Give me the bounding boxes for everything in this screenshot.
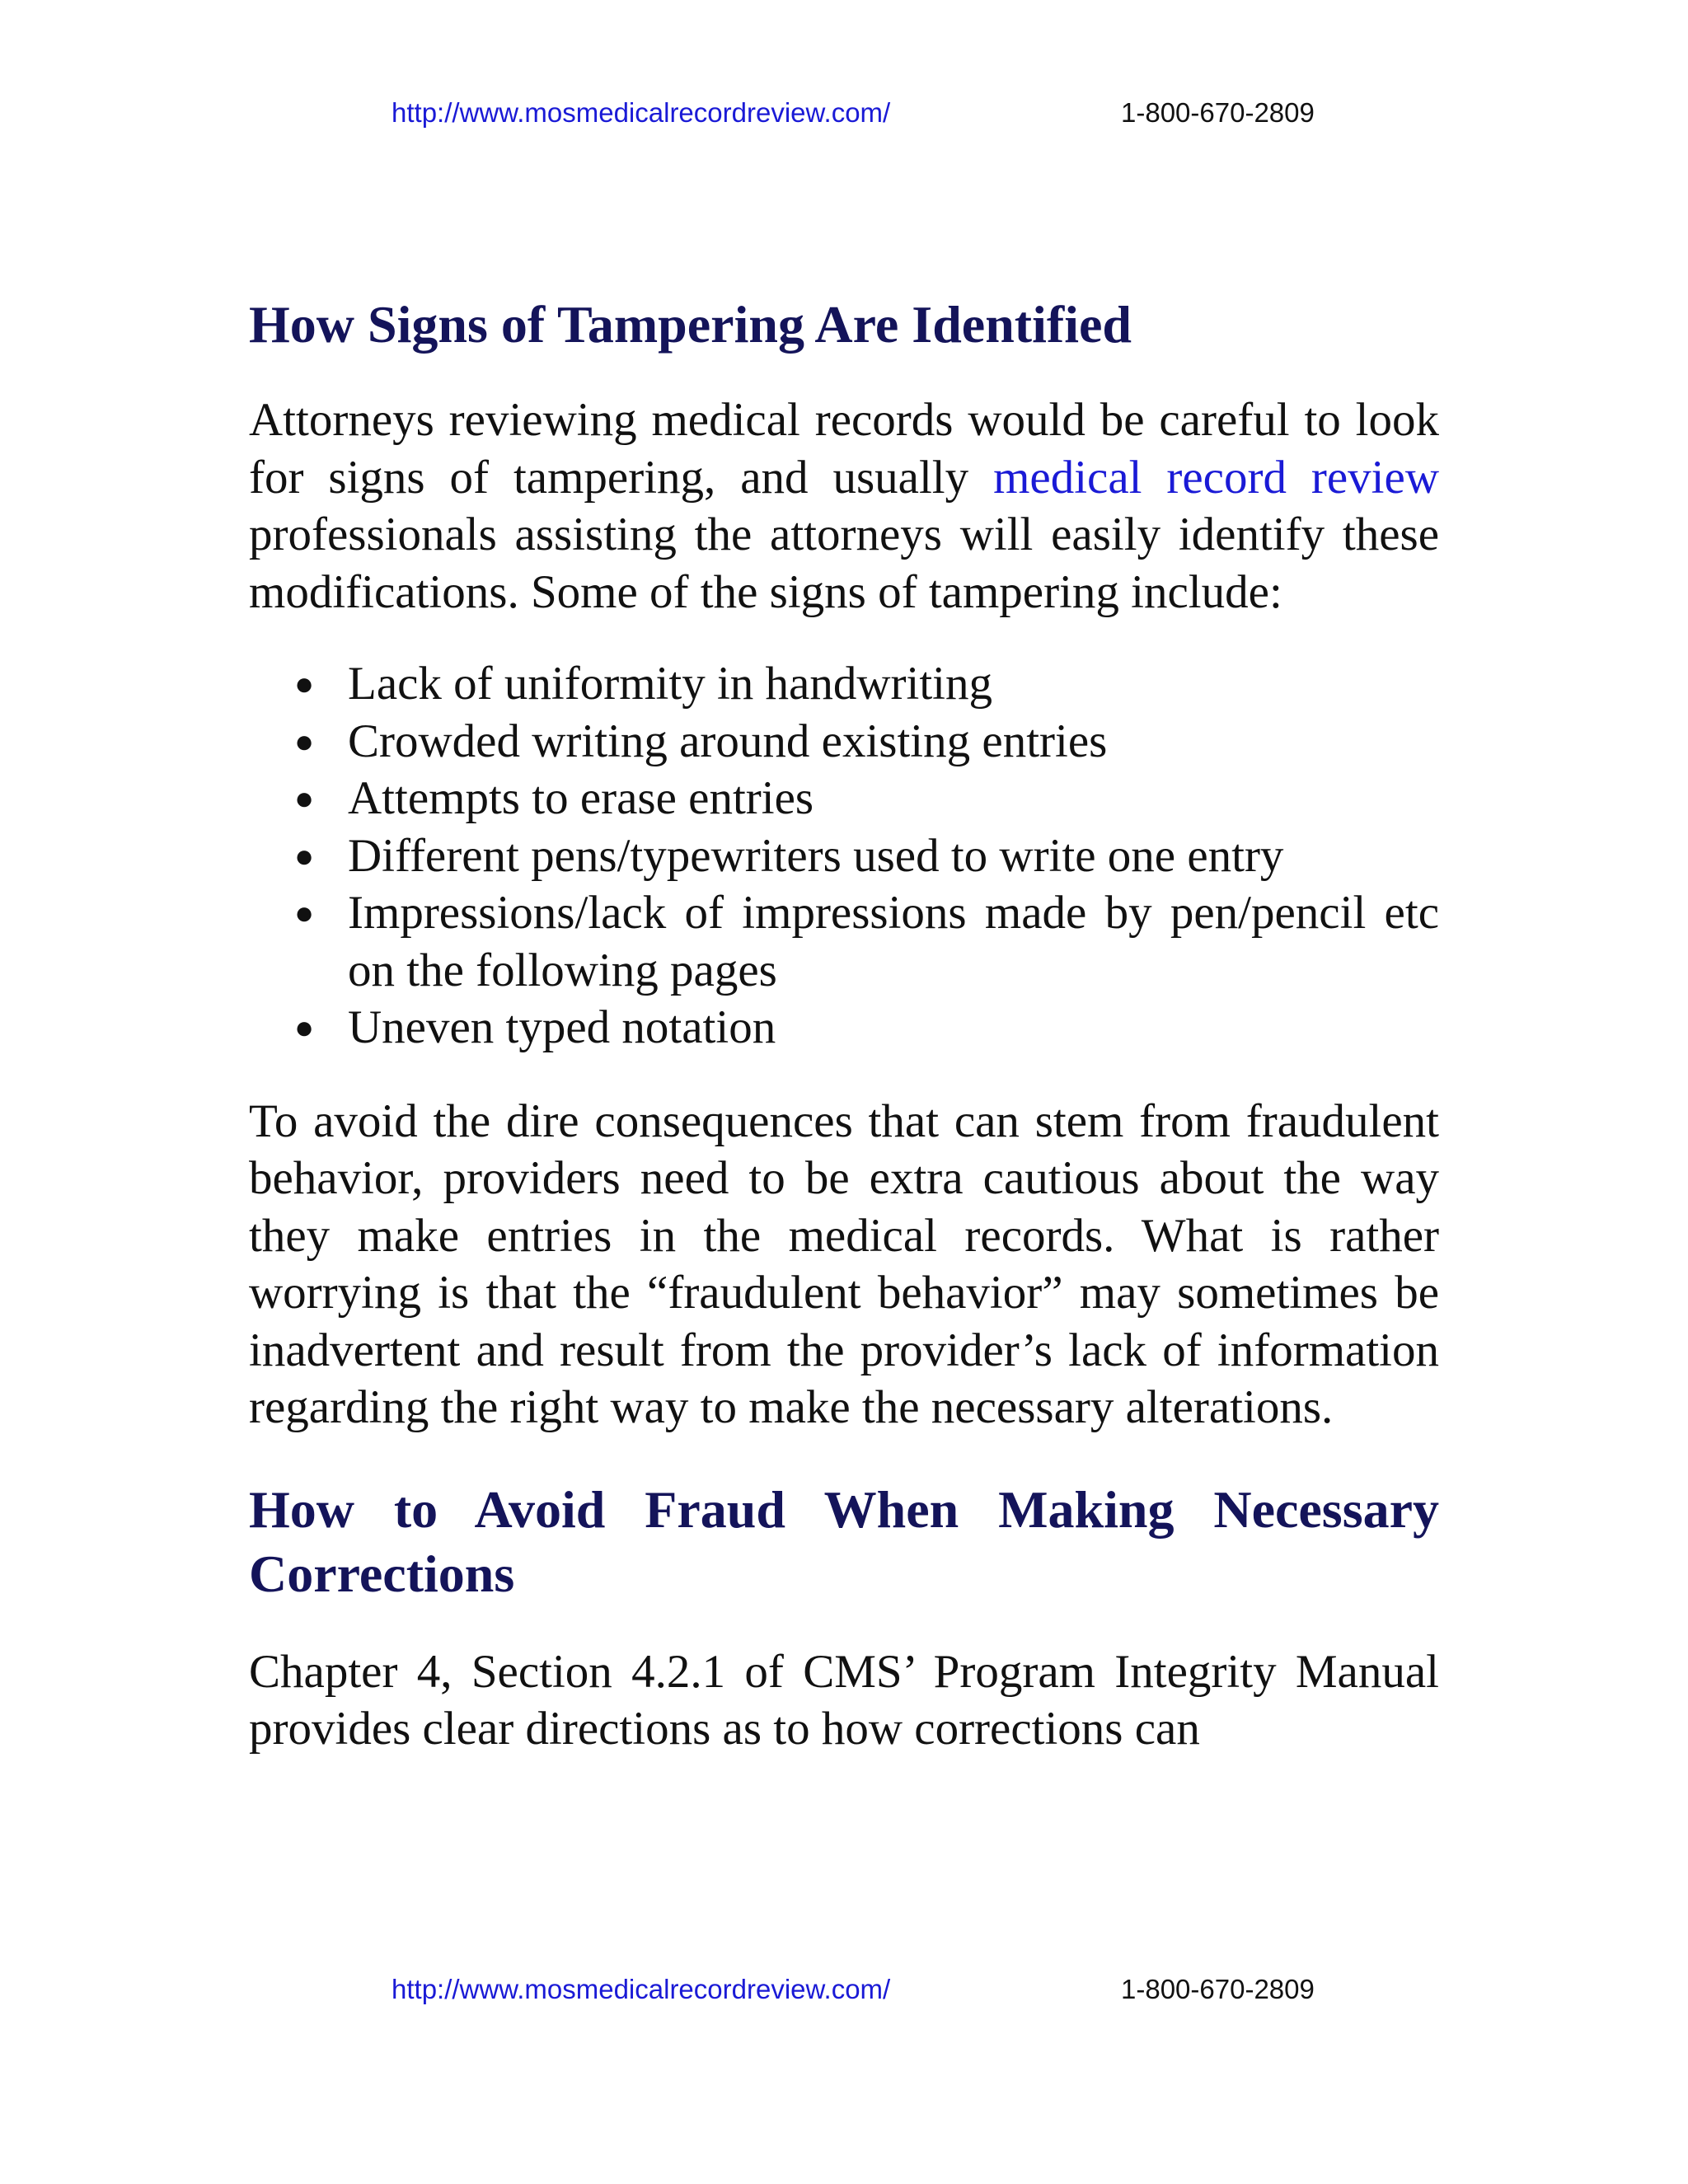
intro-text-start: Attorneys reviewing medical records would be careful to look for signs of tampering, and usually [249, 394, 1439, 504]
tampering-signs-list [249, 655, 1439, 1057]
header-phone-number: 1-800-670-2809 [1121, 97, 1315, 128]
footer-phone-number: 1-800-670-2809 [1121, 1974, 1315, 2004]
header-website-link[interactable]: http://www.mosmedicalrecordreview.com/ [392, 97, 891, 128]
list-item [249, 999, 1439, 1057]
bullet-icon: ● [294, 722, 315, 760]
list-item [249, 827, 1439, 885]
bullet-icon: ● [294, 894, 315, 931]
list-item-text: Lack of uniformity in handwriting [348, 658, 992, 710]
consequences-paragraph: To avoid the dire consequences that can stem from fraudulent behavior, providers need to be extra cautious about the way they make entries in the medical records. What is rather worrying is that the “fraudulent behavior” may sometimes be inadvertent and result from the provider’s lack of information regarding the right way to make the necessary alterations. [249, 1094, 1439, 1433]
intro-text-end: professionals assisting the attorneys will easily identify these modifications. Some of the signs of tampering include: [249, 509, 1439, 618]
footer-website-link[interactable]: http://www.mosmedicalrecordreview.com/ [392, 1974, 891, 2004]
intro-paragraph [249, 391, 1439, 621]
list-item-text: Uneven typed notation [348, 1001, 776, 1053]
page-footer [0, 1974, 1688, 2015]
list-item-text: Attempts to erase entries [348, 772, 814, 824]
list-item-text: Impressions/lack of impressions made by pen/pencil etc on the following pages [348, 887, 1439, 996]
list-item-text: Crowded writing around existing entries [348, 715, 1108, 767]
section-heading-avoid-fraud: How to Avoid Fraud When Making Necessary Corrections [249, 1479, 1439, 1603]
bullet-icon: ● [294, 1009, 315, 1046]
bullet-icon: ● [294, 665, 315, 702]
list-item [249, 770, 1439, 827]
document-body [249, 293, 1439, 1758]
list-item [249, 884, 1439, 999]
cms-manual-paragraph: Chapter 4, Section 4.2.1 of CMS’ Program Integrity Manual provides clear directions as to how corrections can [249, 1645, 1439, 1755]
bullet-icon: ● [294, 780, 315, 817]
bullet-icon: ● [294, 837, 315, 874]
page-header [0, 97, 1688, 138]
medical-record-review-link[interactable]: medical record review [993, 451, 1439, 504]
list-item-text: Different pens/typewriters used to write one entry [348, 829, 1284, 882]
list-item [249, 655, 1439, 713]
section-heading-tampering: How Signs of Tampering Are Identified [249, 295, 1132, 354]
list-item [249, 713, 1439, 771]
